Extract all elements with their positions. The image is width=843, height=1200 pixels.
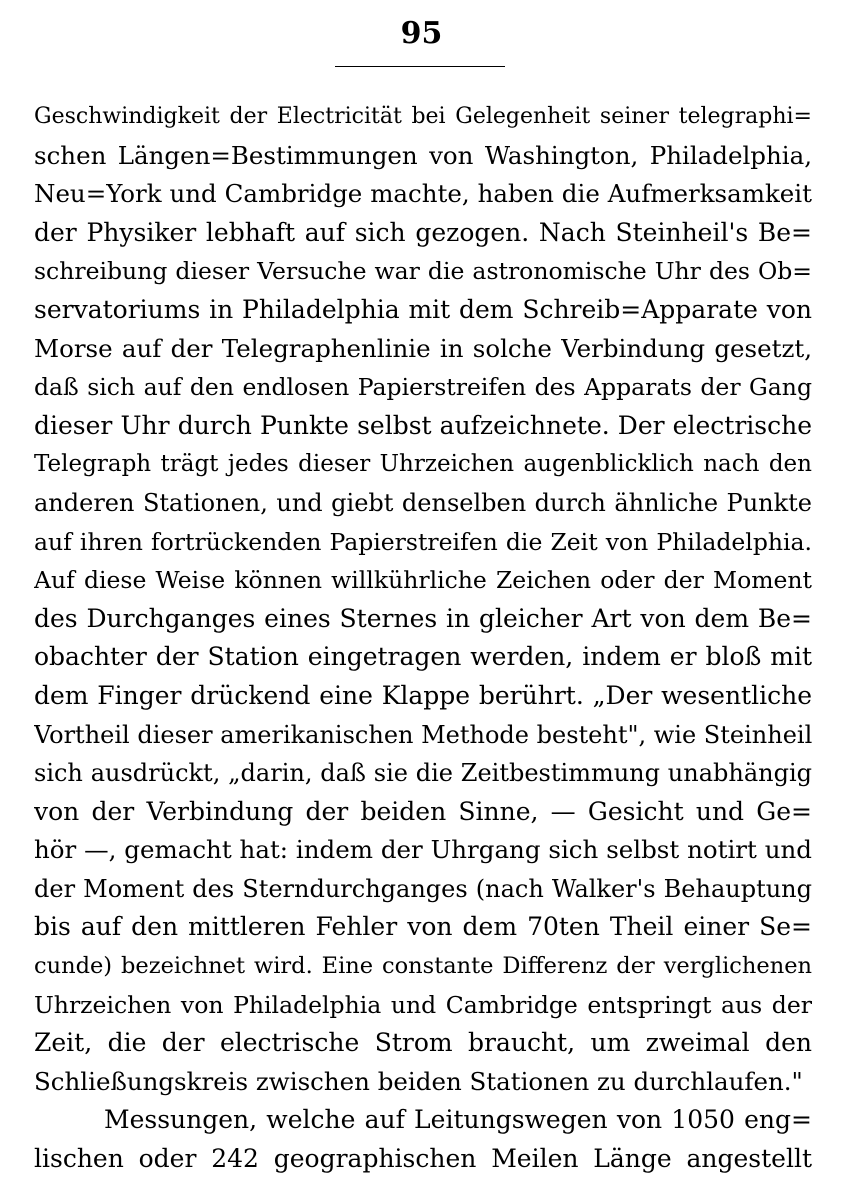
text-line: der Moment des Sterndurchganges (nach Walker's Behauptung xyxy=(34,874,812,903)
text-line: dieser Uhr durch Punkte selbst aufzeichnete. Der electrische xyxy=(34,410,812,440)
body-text xyxy=(34,98,812,1179)
text-line: hör —, gemacht hat: indem der Uhrgang sich selbst notirt und xyxy=(34,835,812,865)
text-line: lischen oder 242 geographischen Meilen Länge angestellt xyxy=(34,1144,812,1174)
page-number: 95 xyxy=(400,16,443,51)
text-line: Uhrzeichen von Philadelphia und Cambridge entspringt aus der xyxy=(34,990,812,1019)
header-rule xyxy=(335,66,505,67)
text-line: servatoriums in Philadelphia mit dem Schreib=Apparate von xyxy=(34,294,812,324)
text-line: dem Finger drückend eine Klappe berührt. „Der wesentliche xyxy=(34,680,812,710)
text-line: Geschwindigkeit der Electricität bei Gelegenheit seiner telegraphi= xyxy=(34,104,812,129)
text-line: schreibung dieser Versuche war die astronomische Uhr des Ob= xyxy=(34,257,812,286)
text-line: schen Längen=Bestimmungen von Washington, Philadelphia, xyxy=(34,140,812,170)
text-line: sich ausdrückt, „darin, daß sie die Zeitbestimmung unabhängig xyxy=(34,759,812,788)
text-line: des Durchganges eines Sternes in gleicher Art von dem Be= xyxy=(34,603,812,633)
text-line: bis auf den mittleren Fehler von dem 70ten Theil einer Se= xyxy=(34,912,812,942)
text-line: Schließungskreis zwischen beiden Stationen zu durchlaufen." xyxy=(34,1066,803,1096)
text-line: daß sich auf den endlosen Papierstreifen des Apparats der Gang xyxy=(34,373,812,402)
text-line: Neu=York und Cambridge machte, haben die Aufmerksamkeit xyxy=(34,179,812,209)
text-line: der Physiker lebhaft auf sich gezogen. Nach Steinheil's Be= xyxy=(34,217,812,247)
text-line: Messungen, welche auf Leitungswegen von 1050 eng= xyxy=(104,1105,812,1135)
text-line: Auf diese Weise können willkührliche Zeichen oder der Moment xyxy=(34,566,812,595)
text-line: auf ihren fortrückenden Papierstreifen die Zeit von Philadelphia. xyxy=(34,527,812,556)
text-line: von der Verbindung der beiden Sinne, — Gesicht und Ge= xyxy=(34,796,812,826)
text-line: Zeit, die der electrische Strom braucht, um zweimal den xyxy=(34,1028,812,1058)
text-line: anderen Stationen, und giebt denselben durch ähnliche Punkte xyxy=(34,488,812,517)
text-line: cunde) bezeichnet wird. Eine constante Differenz der verglichenen xyxy=(34,953,812,980)
text-line: obachter der Station eingetragen werden, indem er bloß mit xyxy=(34,642,812,672)
text-line: Morse auf der Telegraphenlinie in solche Verbindung gesetzt, xyxy=(34,333,812,363)
text-line: Telegraph trägt jedes dieser Uhrzeichen augenblicklich nach den xyxy=(34,451,812,478)
text-line: Vortheil dieser amerikanischen Methode besteht", wie Steinheil xyxy=(34,720,812,749)
